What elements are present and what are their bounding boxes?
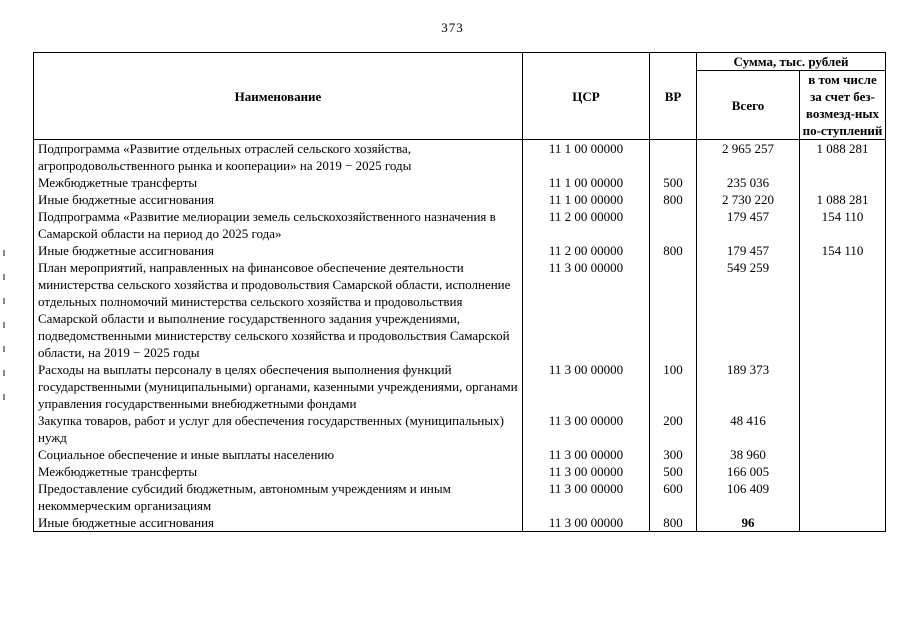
table-body <box>34 140 886 532</box>
row-vr: 800 <box>650 242 697 259</box>
row-total: 106 409 <box>697 480 800 514</box>
row-name: Иные бюджетные ассигнования <box>34 242 523 259</box>
row-name: Подпрограмма «Развитие мелиорации земель сельскохозяйственного назначения в Самарской области на период до 2025 года» <box>34 208 523 242</box>
table-row <box>34 446 886 463</box>
row-vr: 800 <box>650 191 697 208</box>
row-name: Межбюджетные трансферты <box>34 174 523 191</box>
table-row <box>34 140 886 175</box>
budget-table <box>33 52 886 532</box>
row-csr: 11 2 00 00000 <box>523 208 650 242</box>
row-csr: 11 3 00 00000 <box>523 446 650 463</box>
page-number: 373 <box>441 20 464 35</box>
row-csr: 11 1 00 00000 <box>523 140 650 175</box>
row-vr <box>650 208 697 242</box>
row-name: Иные бюджетные ассигнования <box>34 191 523 208</box>
row-csr: 11 3 00 00000 <box>523 412 650 446</box>
row-bezv <box>800 446 886 463</box>
row-total: 189 373 <box>697 361 800 412</box>
row-name: Предоставление субсидий бюджетным, автономным учреждениям и иным некоммерческим организациям <box>34 480 523 514</box>
row-total: 2 730 220 <box>697 191 800 208</box>
row-total: 549 259 <box>697 259 800 361</box>
header-total: Всего <box>697 71 800 140</box>
row-csr: 11 1 00 00000 <box>523 174 650 191</box>
header-sum-group: Сумма, тыс. рублей <box>697 53 886 71</box>
row-name: Подпрограмма «Развитие отдельных отраслей сельского хозяйства, агропродовольственного рынка и кооперации» на 2019 − 2025 годы <box>34 140 523 175</box>
table-row <box>34 208 886 242</box>
row-vr <box>650 259 697 361</box>
table-row <box>34 259 886 361</box>
row-csr: 11 3 00 00000 <box>523 361 650 412</box>
row-csr: 11 2 00 00000 <box>523 242 650 259</box>
row-name: Закупка товаров, работ и услуг для обеспечения государственных (муниципальных) нужд <box>34 412 523 446</box>
row-vr: 800 <box>650 514 697 532</box>
row-bezv <box>800 259 886 361</box>
row-name: Межбюджетные трансферты <box>34 463 523 480</box>
table-row <box>34 191 886 208</box>
row-bezv: 1 088 281 <box>800 140 886 175</box>
table-row <box>34 242 886 259</box>
table-header <box>34 53 886 140</box>
header-vr: ВР <box>650 53 697 140</box>
row-csr: 11 3 00 00000 <box>523 514 650 532</box>
row-csr: 11 1 00 00000 <box>523 191 650 208</box>
row-csr: 11 3 00 00000 <box>523 463 650 480</box>
header-name: Наименование <box>34 53 523 140</box>
row-csr: 11 3 00 00000 <box>523 259 650 361</box>
row-bezv <box>800 514 886 532</box>
row-bezv <box>800 174 886 191</box>
row-vr: 500 <box>650 174 697 191</box>
row-total: 179 457 <box>697 208 800 242</box>
row-vr: 200 <box>650 412 697 446</box>
row-total: 179 457 <box>697 242 800 259</box>
row-vr: 500 <box>650 463 697 480</box>
row-vr: 300 <box>650 446 697 463</box>
table-row <box>34 463 886 480</box>
row-vr: 100 <box>650 361 697 412</box>
table-row <box>34 174 886 191</box>
row-bezv: 154 110 <box>800 208 886 242</box>
row-bezv <box>800 361 886 412</box>
row-name: Социальное обеспечение и иные выплаты населению <box>34 446 523 463</box>
row-total: 96 <box>697 514 800 532</box>
row-total: 38 960 <box>697 446 800 463</box>
row-bezv <box>800 480 886 514</box>
row-total: 166 005 <box>697 463 800 480</box>
row-bezv: 1 088 281 <box>800 191 886 208</box>
row-total: 235 036 <box>697 174 800 191</box>
row-bezv <box>800 412 886 446</box>
row-bezv: 154 110 <box>800 242 886 259</box>
table-row <box>34 361 886 412</box>
scan-edge-marks <box>3 250 6 450</box>
row-vr <box>650 140 697 175</box>
row-total: 2 965 257 <box>697 140 800 175</box>
table-row <box>34 412 886 446</box>
row-vr: 600 <box>650 480 697 514</box>
row-csr: 11 3 00 00000 <box>523 480 650 514</box>
row-name: Иные бюджетные ассигнования <box>34 514 523 532</box>
header-bezv: в том числе за счет без-возмезд-ных по-ступлений <box>800 71 886 140</box>
header-csr: ЦСР <box>523 53 650 140</box>
table-row <box>34 480 886 514</box>
row-name: План мероприятий, направленных на финансовое обеспечение деятельности министерства сельского хозяйства и продовольствия Самарской области, исполнение отдельных полномочий министерства сельского хозяйства и продовольствия Самарской области и выполнение государственного задания учреждениями, подведомственными министерству сельского хозяйства и продовольствия Самарской области, на 2019 − 2025 годы <box>34 259 523 361</box>
table-row <box>34 514 886 532</box>
row-bezv <box>800 463 886 480</box>
row-total: 48 416 <box>697 412 800 446</box>
row-name: Расходы на выплаты персоналу в целях обеспечения выполнения функций государственными (муниципальными) органами, казенными учреждениями, органами управления государственными внебюджетными фондами <box>34 361 523 412</box>
